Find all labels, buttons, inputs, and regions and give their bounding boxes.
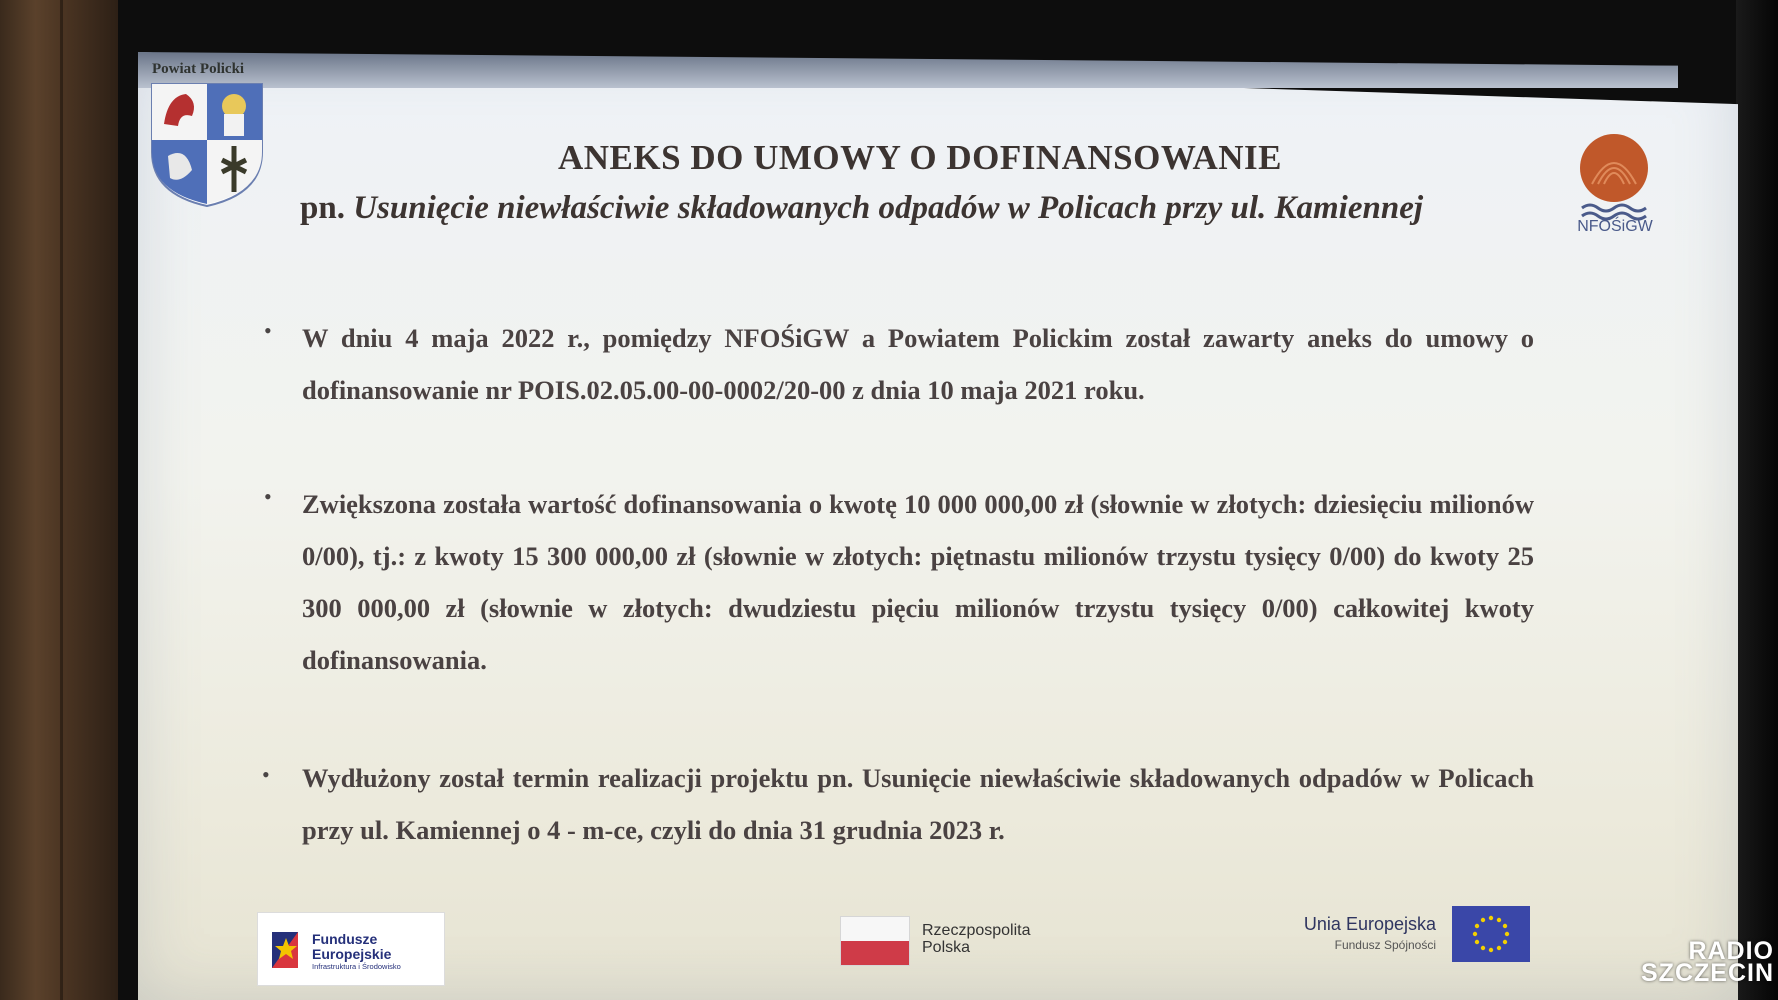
bullet-text-2: Zwiększona została wartość dofinansowania o kwotę 10 000 000,00 zł (słownie w złotych: dziesięciu milionów 0/00), tj.: z kwoty 15 300 000,00 zł (słownie w złotych: piętnastu milionów trzystu tysięcy 0/00) do kwoty 25 300 000,00 zł (słownie w złotych: dwudziestu pięciu milionów trzystu tysięcy 0/00) całkowitej kwoty dofinansowania.: [302, 489, 1534, 675]
fe-subtitle: Infrastruktura i Środowisko: [312, 962, 401, 971]
wooden-wall: [0, 0, 118, 1000]
fe-star-icon: [270, 928, 302, 972]
rp-line-1: Rzeczpospolita: [922, 922, 1031, 939]
bullet-marker: •: [264, 318, 272, 343]
bullet-text-1: W dniu 4 maja 2022 r., pomiędzy NFOŚiGW a Powiatem Polickim został zawarty aneks do umowy o dofinansowanie nr POIS.02.05.00-00-0002/20-00 z dnia 10 maja 2021 roku.: [302, 323, 1534, 405]
slide-top-strip: [138, 52, 1678, 88]
bullet-marker: •: [262, 762, 270, 787]
watermark-line-1: RADIO: [1688, 937, 1774, 965]
polish-flag-icon: [840, 916, 910, 966]
slide-subtitle: [300, 190, 1540, 227]
bullet-text-3: Wydłużony został termin realizacji projektu pn. Usunięcie niewłaściwie składowanych odpadów w Policach przy ul. Kamiennej o 4 - m-ce, czyli do dnia 31 grudnia 2023 r.: [302, 763, 1534, 845]
dark-edge: [1736, 0, 1778, 1000]
county-name: Powiat Policki: [152, 61, 245, 77]
coat-of-arms-icon: [150, 82, 264, 208]
rp-label: [922, 922, 1031, 956]
subtitle-prefix: pn.: [300, 190, 354, 226]
bullet-marker: •: [264, 484, 272, 509]
watermark-line-2: SZCZECIN: [1641, 959, 1774, 987]
subtitle-project-name: Usunięcie niewłaściwie składowanych odpadów w Policach przy ul. Kamiennej: [353, 190, 1424, 226]
nfos-label: NFOŚiGW: [1577, 218, 1653, 235]
radio-szczecin-watermark: [1626, 937, 1774, 987]
slide-title: ANEKS DO UMOWY O DOFINANSOWANIE: [558, 138, 1282, 177]
eu-title: Unia Europejska: [1303, 914, 1436, 934]
eu-subtitle: Fundusz Spójności: [1334, 938, 1436, 952]
eu-flag-icon: [1452, 906, 1530, 962]
fe-title: Fundusze Europejskie: [312, 931, 392, 962]
rp-line-2: Polska: [922, 939, 971, 956]
